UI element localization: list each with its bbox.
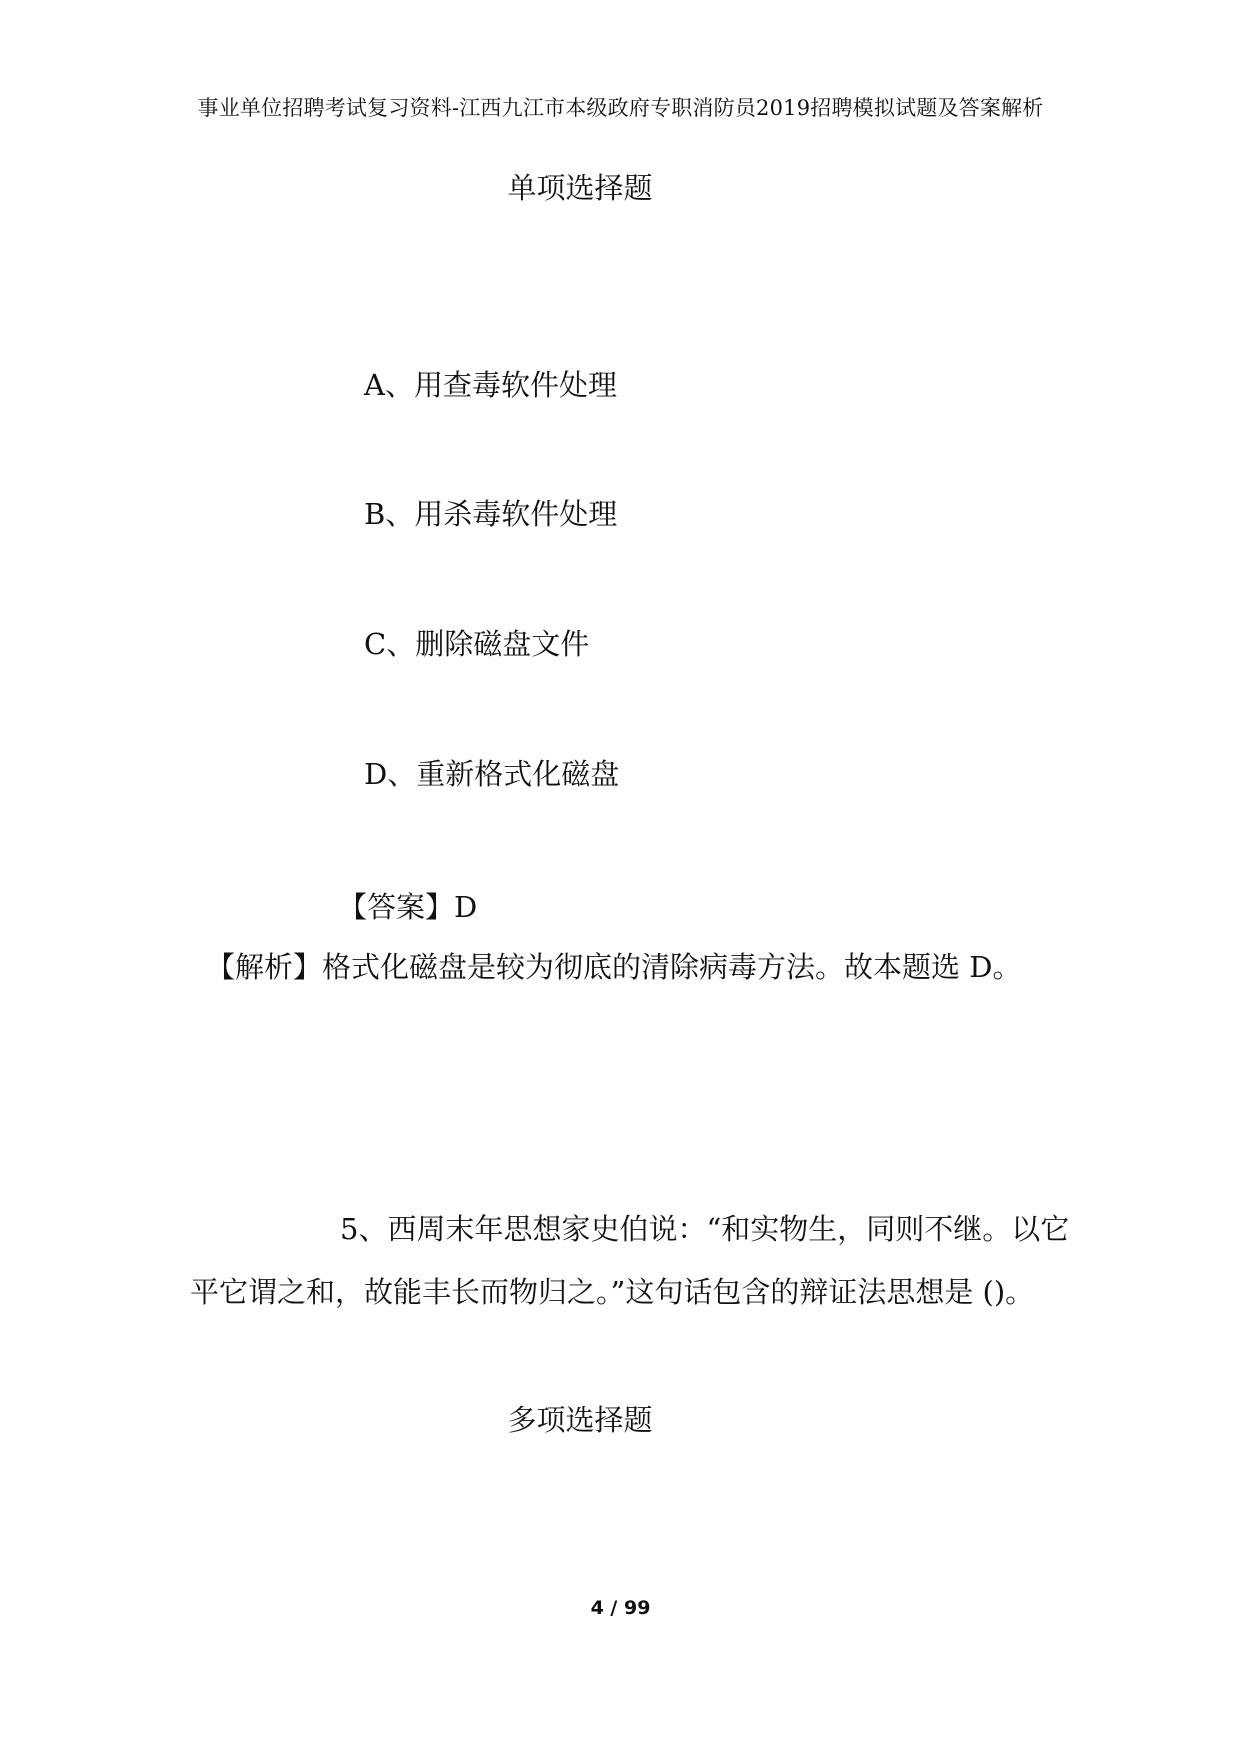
document-header: 事业单位招聘考试复习资料-江西九江市本级政府专职消防员2019招聘模拟试题及答案解析 [197,96,1044,120]
section-title-multiple-choice: 多项选择题 [507,1403,653,1437]
section-title-single-choice: 单项选择题 [507,171,653,205]
question-5: 5、西周末年思想家史伯说：“和实物生，同则不继。以它平它谓之和，故能丰长而物归之。”这句话包含的辩证法思想是 ()。 [190,1212,1070,1309]
analysis-line: 【解析】格式化磁盘是较为彻底的清除病毒方法。故本题选 D。 [206,950,1022,984]
option-b: B、用杀毒软件处理 [364,497,618,531]
option-d: D、重新格式化磁盘 [364,757,620,791]
option-a: A、用查毒软件处理 [364,368,617,402]
page-number: 4 / 99 [590,1597,651,1619]
option-c: C、删除磁盘文件 [364,627,590,661]
answer-line: 【答案】D [338,890,478,924]
